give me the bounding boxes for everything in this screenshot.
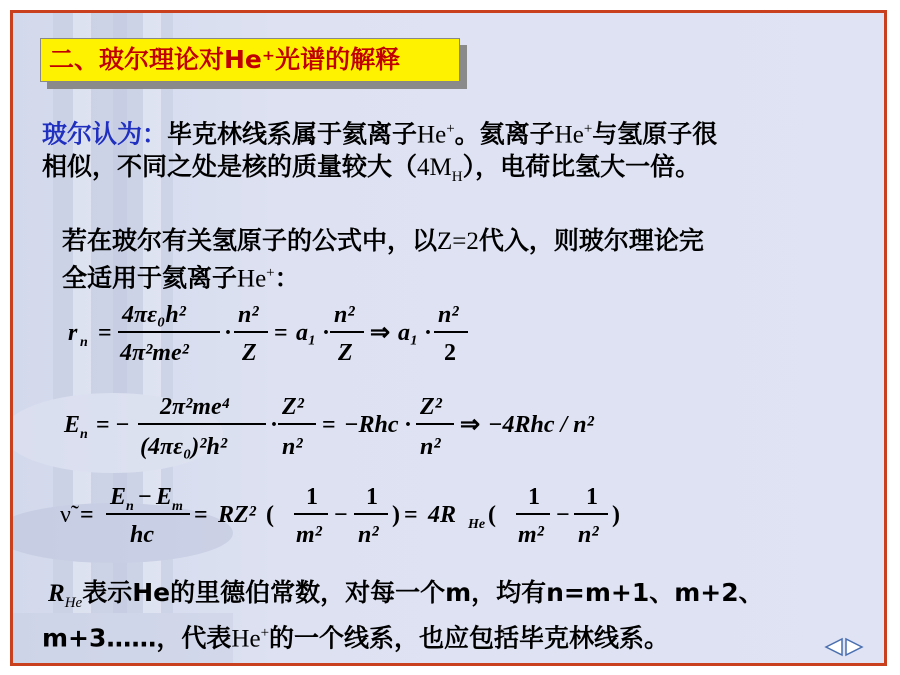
svg-text:n²: n² <box>420 434 441 460</box>
svg-text:1: 1 <box>366 484 378 510</box>
para2-text-c: 全适用于氦离子 <box>62 263 238 293</box>
svg-text:·: · <box>424 320 433 346</box>
e-lhs: E <box>64 412 81 438</box>
svg-text:1: 1 <box>306 484 318 510</box>
svg-text:E: E <box>110 484 127 510</box>
svg-text:n: n <box>80 427 88 442</box>
svg-text:1: 1 <box>586 484 598 510</box>
svg-text:(: ( <box>266 502 274 528</box>
svg-text:−: − <box>138 484 152 510</box>
svg-text:⇒: ⇒ <box>370 320 391 346</box>
para1-line2 <box>42 152 700 192</box>
nu-lhs: ν̃ <box>60 502 71 528</box>
svg-text:−4Rhc / n²: −4Rhc / n² <box>488 412 594 438</box>
para2-text-d: ： <box>274 263 300 293</box>
svg-text:n: n <box>80 335 88 350</box>
svg-text:m: m <box>172 499 183 514</box>
svg-text:−: − <box>556 502 570 528</box>
svg-text:hc: hc <box>130 522 154 548</box>
svg-text:n²: n² <box>282 434 303 460</box>
para1-text-a: 毕克林线系属于氦离子 <box>167 119 418 149</box>
slide-title: 二、玻尔理论对He⁺光谱的解释 <box>40 38 460 82</box>
prev-arrow-icon[interactable] <box>826 639 842 655</box>
formula-energy <box>60 386 620 470</box>
he-ion-4: He <box>231 625 261 653</box>
svg-text:): ) <box>612 502 620 528</box>
rydberg-subscript: He <box>64 595 83 611</box>
para3-line2: m+3……，代表He+的一个线系，也应包括毕克林线系。 <box>42 623 670 653</box>
svg-text:m²: m² <box>296 522 322 548</box>
he-ion-1: He <box>417 121 447 149</box>
svg-text:a₁: a₁ <box>398 320 419 346</box>
svg-text:Z²: Z² <box>420 394 442 420</box>
svg-text:n: n <box>126 499 134 514</box>
he-ion-3: He <box>237 265 267 293</box>
svg-text:1: 1 <box>528 484 540 510</box>
svg-text:n²: n² <box>438 302 459 328</box>
svg-text:He: He <box>468 517 486 532</box>
r-lhs: r <box>68 320 78 346</box>
formula-wavenumber <box>60 478 640 562</box>
svg-text:Z: Z <box>338 340 353 366</box>
next-arrow-icon[interactable] <box>846 639 862 655</box>
rydberg-symbol: R <box>48 580 65 607</box>
svg-text:·: · <box>270 412 279 438</box>
para1-text-b: 。氦离子 <box>454 119 555 149</box>
svg-text:=: = <box>98 320 112 346</box>
svg-text:m²: m² <box>518 522 544 548</box>
mass-value: 4M <box>417 154 452 181</box>
r-num1: 4πε₀h² <box>122 302 186 328</box>
para2-text-b: 代入，则玻尔理论完 <box>478 226 704 255</box>
svg-text:·: · <box>224 320 233 346</box>
he-ion-2: He <box>554 121 584 149</box>
svg-text:−: − <box>334 502 348 528</box>
svg-text:RZ²: RZ² <box>218 502 256 528</box>
svg-text:Z: Z <box>242 340 257 366</box>
svg-text:n²: n² <box>334 302 355 328</box>
svg-text:=: = <box>274 320 288 346</box>
para3-text-c: 的一个线系，也应包括毕克林线系。 <box>269 623 670 653</box>
svg-text:(4πε₀)²h²: (4πε₀)²h² <box>140 434 228 460</box>
svg-text:a₁: a₁ <box>296 320 317 346</box>
svg-text:2: 2 <box>444 340 456 366</box>
svg-text:=: = <box>404 502 418 528</box>
svg-text:= −: = − <box>96 412 130 438</box>
para3-text-b: m+3……，代表 <box>42 623 232 653</box>
formula-radius <box>60 292 500 372</box>
svg-text:4R: 4R <box>428 502 457 528</box>
r-den1: 4π²me² <box>120 340 189 366</box>
svg-text:⇒: ⇒ <box>460 412 481 438</box>
para1-text-e: ），电荷比氢大一倍。 <box>462 152 701 181</box>
para2-line1 <box>62 226 704 257</box>
svg-text:·: · <box>322 320 331 346</box>
para2-line2: 全适用于氦离子He+： <box>62 263 300 293</box>
para1-line1: 玻尔认为：毕克林线系属于氦离子He+。氦离子He+与氢原子很 <box>42 119 718 149</box>
svg-text:Z²: Z² <box>282 394 304 420</box>
svg-text:·: · <box>404 412 413 438</box>
svg-text:2π²me⁴: 2π²me⁴ <box>160 394 230 420</box>
svg-text:=: = <box>194 502 208 528</box>
para3-line1 <box>48 578 764 618</box>
para1-text-d: 相似，不同之处是核的质量较大（ <box>42 152 418 181</box>
svg-text:n²: n² <box>238 302 259 328</box>
para2-text-a: 若在玻尔有关氢原子的公式中，以 <box>62 226 438 255</box>
svg-text:(: ( <box>488 502 496 528</box>
svg-text:): ) <box>392 502 400 528</box>
para1-lead: 玻尔认为： <box>42 119 168 149</box>
svg-text:−Rhc: −Rhc <box>344 412 399 438</box>
para3-text-a: 表示He的里德伯常数，对每一个m，均有n=m+1、m+2、 <box>82 578 764 607</box>
mass-subscript: H <box>451 169 463 185</box>
svg-text:=: = <box>322 412 336 438</box>
svg-text:=: = <box>80 502 94 528</box>
slide-navigation <box>824 637 864 657</box>
para1-text-c: 与氢原子很 <box>592 119 718 149</box>
z-value: Z=2 <box>437 228 479 255</box>
svg-text:n²: n² <box>358 522 379 548</box>
svg-text:E: E <box>156 484 173 510</box>
svg-text:n²: n² <box>578 522 599 548</box>
